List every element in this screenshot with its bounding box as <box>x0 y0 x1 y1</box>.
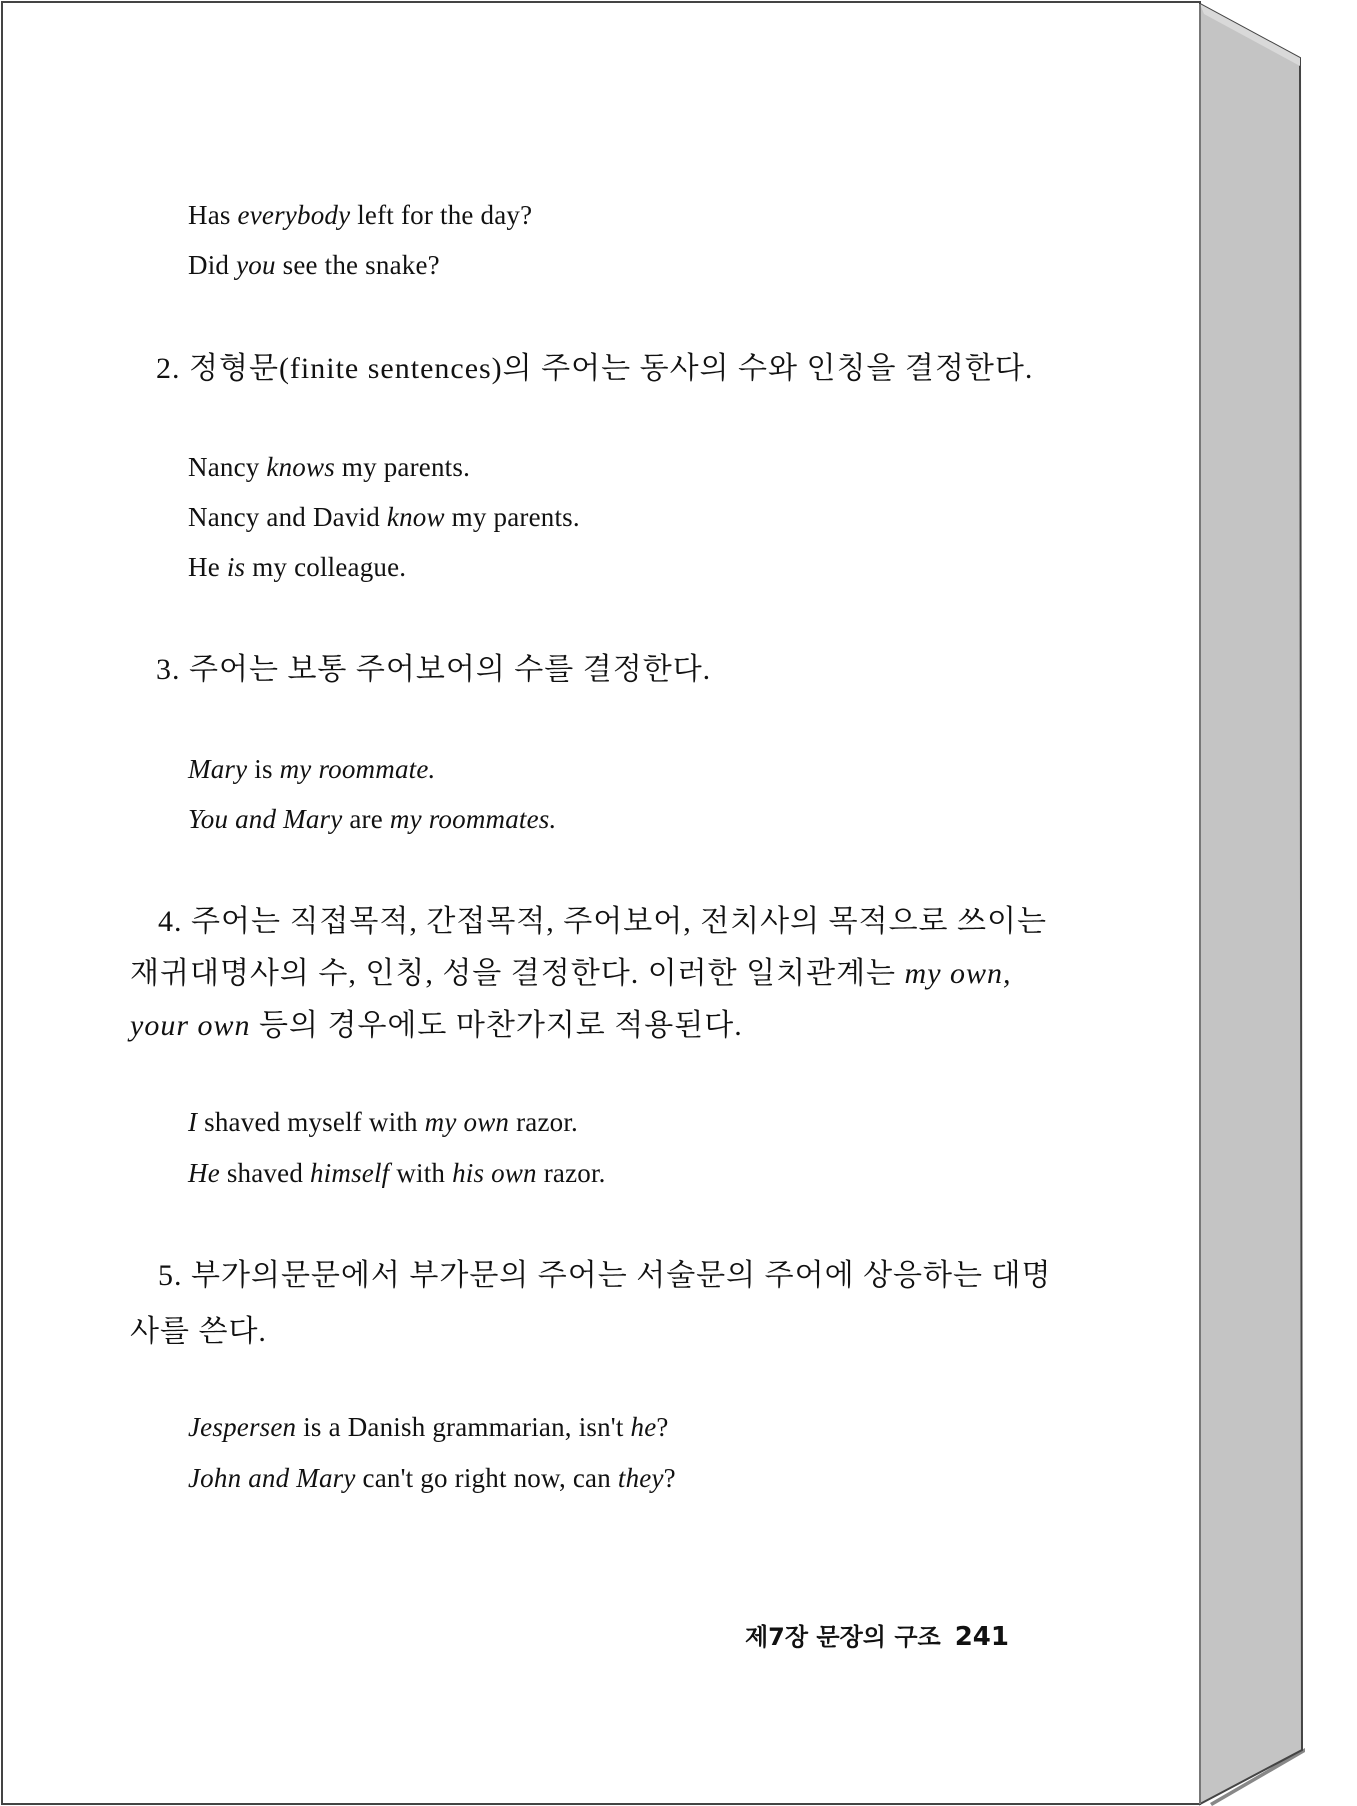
example-line: John and Mary can't go right now, can they? <box>188 1463 676 1493</box>
example-line: He shaved himself with his own razor. <box>188 1158 606 1188</box>
rule-heading-4-line2: 재귀대명사의 수, 인칭, 성을 결정한다. 이러한 일치관계는 my own, <box>130 957 1012 990</box>
example-line: Nancy and David know my parents. <box>188 502 580 532</box>
chapter-title: 제7장 문장의 구조 <box>745 1623 941 1651</box>
example-line: Did you see the snake? <box>188 250 440 280</box>
rule-heading-5-line1: 5. 부가의문문에서 부가문의 주어는 서술문의 주어에 상응하는 대명 <box>158 1259 1052 1292</box>
example-line: He is my colleague. <box>188 552 407 582</box>
example-line: You and Mary are my roommates. <box>188 804 557 834</box>
example-line: I shaved myself with my own razor. <box>188 1107 578 1137</box>
rule-heading-4-line1: 4. 주어는 직접목적, 간접목적, 주어보어, 전치사의 목적으로 쓰이는 <box>158 905 1047 938</box>
example-line: Has everybody left for the day? <box>188 200 533 230</box>
example-line: Jespersen is a Danish grammarian, isn't he? <box>188 1412 669 1442</box>
rule-heading-2: 2. 정형문(finite sentences)의 주어는 동사의 수와 인칭을 결정한다. <box>156 352 1034 385</box>
rule-heading-4-line3: your own 등의 경우에도 마찬가지로 적용된다. <box>130 1009 743 1042</box>
example-line: Mary is my roommate. <box>188 754 436 784</box>
example-line: Nancy knows my parents. <box>188 452 471 482</box>
rule-heading-5-line2: 사를 쓴다. <box>130 1315 267 1348</box>
page-number: 241 <box>954 1622 1009 1652</box>
rule-heading-3: 3. 주어는 보통 주어보어의 수를 결정한다. <box>156 653 712 686</box>
page-footer <box>745 1617 1009 1652</box>
